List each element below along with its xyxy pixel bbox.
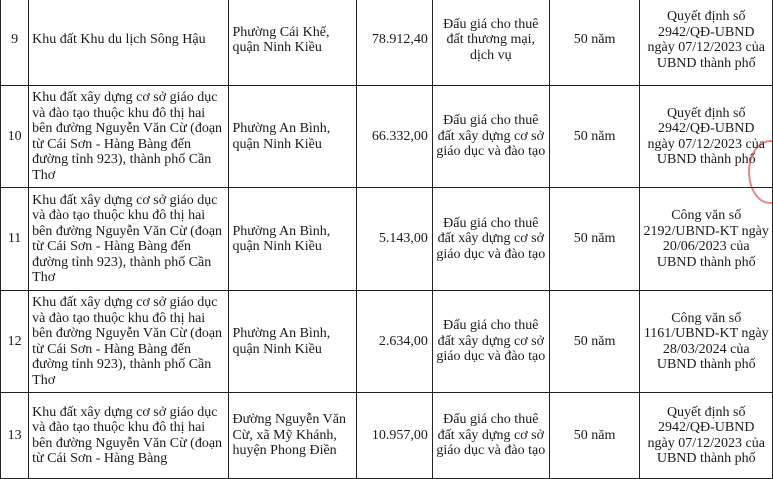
table-row — [1, 86, 773, 188]
land-location: Phường An Bình, quận Ninh Kiều — [229, 291, 356, 393]
land-location: Đường Nguyễn Văn Cừ, xã Mỹ Khánh, huyện Phong Điền — [229, 393, 356, 479]
land-name: Khu đất xây dựng cơ sở giáo dục và đào tạo thuộc khu đô thị hai bên đường Nguyễn Văn Cừ (đoạn từ Cái Sơn - Hàng Bàng đến đường tỉnh 923), thành phố Cần Thơ — [29, 86, 229, 188]
land-name: Khu đất xây dựng cơ sở giáo dục và đào tạo thuộc khu đô thị hai bên đường Nguyễn Văn Cừ (đoạn từ Cái Sơn - Hàng Bàng — [29, 393, 229, 479]
lease-term: 50 năm — [549, 291, 640, 393]
land-name: Khu đất Khu du lịch Sông Hậu — [29, 0, 229, 86]
table-row — [1, 0, 773, 86]
row-number: 9 — [1, 0, 29, 86]
lease-term: 50 năm — [549, 86, 640, 188]
table-row — [1, 188, 773, 291]
lease-term: 50 năm — [549, 188, 640, 291]
land-name: Khu đất xây dựng cơ sở giáo dục và đào tạo thuộc khu đô thị hai bên đường Nguyễn Văn Cừ (đoạn từ Cái Sơn - Hàng Bàng đến đường tỉnh 923), thành phố Cần Thơ — [29, 291, 229, 393]
row-number: 13 — [1, 393, 29, 479]
land-purpose: Đấu giá cho thuê đất thương mại, dịch vụ — [432, 0, 549, 86]
land-area: 2.634,00 — [356, 291, 432, 393]
land-name: Khu đất xây dựng cơ sở giáo dục và đào tạo thuộc khu đô thị hai bên đường Nguyễn Văn Cừ (đoạn từ Cái Sơn - Hàng Bàng đến đường tỉnh 923), thành phố Cần Thơ — [29, 188, 229, 291]
land-location: Phường An Bình, quận Ninh Kiều — [229, 86, 356, 188]
lease-term: 50 năm — [549, 0, 640, 86]
land-area: 78.912,40 — [356, 0, 432, 86]
land-location: Phường Cái Khế, quận Ninh Kiều — [229, 0, 356, 86]
land-area: 10.957,00 — [356, 393, 432, 479]
land-location: Phường An Bình, quận Ninh Kiều — [229, 188, 356, 291]
row-number: 11 — [1, 188, 29, 291]
land-purpose: Đấu giá cho thuê đất xây dựng cơ sở giáo dục và đào tạo — [432, 188, 549, 291]
row-number: 12 — [1, 291, 29, 393]
land-area: 66.332,00 — [356, 86, 432, 188]
land-purpose: Đấu giá cho thuê đất xây dựng cơ sở giáo dục và đào tạo — [432, 393, 549, 479]
legal-document: Công văn số 1161/UBND-KT ngày 28/03/2024 của UBND thành phố — [640, 291, 773, 393]
legal-document: Quyết định số 2942/QĐ-UBND ngày 07/12/2023 của UBND thành phố — [640, 0, 773, 86]
land-purpose: Đấu giá cho thuê đất xây dựng cơ sở giáo dục và đào tạo — [432, 291, 549, 393]
land-purpose: Đấu giá cho thuê đất xây dựng cơ sở giáo dục và đào tạo — [432, 86, 549, 188]
legal-document: Công văn số 2192/UBND-KT ngày 20/06/2023 của UBND thành phố — [640, 188, 773, 291]
table-row — [1, 393, 773, 479]
lease-term: 50 năm — [549, 393, 640, 479]
legal-document: Quyết định số 2942/QĐ-UBND ngày 07/12/2023 của UBND thành phố — [640, 86, 773, 188]
table-row — [1, 291, 773, 393]
land-area: 5.143,00 — [356, 188, 432, 291]
legal-document: Quyết định số 2942/QĐ-UBND ngày 07/12/2023 của UBND thành phố — [640, 393, 773, 479]
row-number: 10 — [1, 86, 29, 188]
